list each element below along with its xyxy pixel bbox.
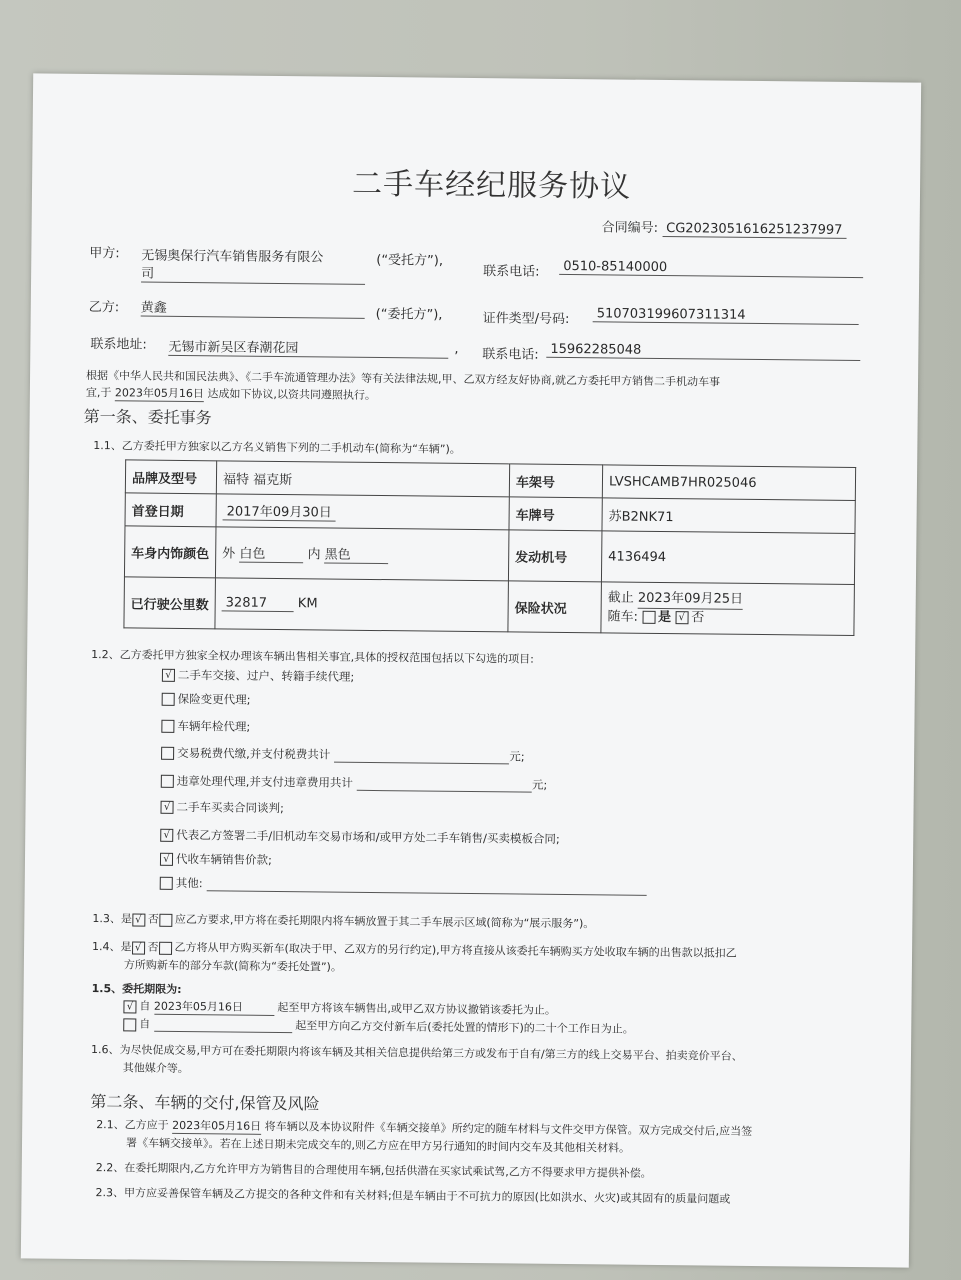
c14-no-label: 否 (147, 940, 159, 954)
c13-text: 应乙方要求,甲方将在委托期限内将车辆放置于其二手车展示区域(简称为“展示服务”)。 (174, 912, 595, 931)
party-a-phone-label: 联系电话: (483, 264, 540, 280)
brand-label: 品牌及型号 (125, 460, 216, 494)
int-prefix: 内 (307, 547, 321, 563)
party-b-id-label: 证件类型/号码: (482, 311, 570, 328)
ext-prefix: 外 (222, 546, 236, 562)
clause-1-6: 1.6、为尽快促成交易,甲方可在委托期限内将该车辆及其相关信息提供给第三方或发布于自有/第三方的线上交易平台、拍卖竞价平台、 (90, 1043, 743, 1063)
c21-text-a: 2.1、乙方应于 (96, 1118, 169, 1132)
ins-date: 2023年09月25日 (638, 589, 743, 609)
party-b-name: 黄鑫 (141, 297, 365, 319)
address-comma: , (454, 341, 459, 357)
party-b-phone: 15962285048 (546, 342, 860, 361)
option-item (162, 691, 251, 708)
vehicle-table (123, 459, 856, 636)
clause-2-3: 2.3、甲方应妥善保管车辆及乙方提交的各种文件和有关材料;但是车辆由于不可抗力的原因(比如洪水、火灾)或其固有的质量问题或 (95, 1186, 731, 1206)
c14-no-checkbox[interactable] (159, 941, 172, 954)
term-b-text: 起至甲方向乙方交付新车后(委托处置的情形下)的二十个工作日为止。 (295, 1019, 634, 1036)
option-blank-field[interactable] (334, 748, 509, 765)
party-b-id: 510703199607311314 (593, 306, 859, 325)
option-blank-field[interactable] (357, 776, 532, 793)
c13-no-label: 否 (147, 912, 159, 926)
option-item (161, 745, 525, 765)
option-checkbox[interactable]: √ (160, 829, 173, 842)
option-checkbox[interactable] (162, 693, 175, 706)
document-title: 二手车经纪服务协议 (351, 166, 632, 205)
party-a-label: 甲方: (89, 245, 120, 262)
contract-number (602, 216, 847, 239)
option-blank-field[interactable] (207, 876, 647, 896)
plate-label: 车牌号 (509, 497, 602, 531)
c13-yes-label: 1.3、是 (92, 912, 132, 926)
option-label: 交易税费代缴,并支付税费共计 (177, 745, 331, 762)
term-option-b (123, 1015, 634, 1036)
option-item (160, 799, 284, 816)
option-suffix: 元; (509, 749, 525, 764)
color-cell (215, 527, 509, 581)
option-checkbox[interactable] (161, 720, 174, 733)
preamble-date: 2023年05月16日 (114, 386, 204, 401)
insurance-label: 保险状况 (508, 581, 602, 633)
term-b-prefix: 自 (139, 1017, 151, 1031)
option-label: 其他: (175, 875, 203, 891)
option-item (160, 875, 647, 896)
clause-1-4-cont: 方所购新车的部分车款(简称为“委托处置”)。 (123, 958, 342, 974)
option-item (162, 667, 355, 685)
km-cell (215, 578, 509, 632)
reg-date-value: 2017年09月30日 (223, 500, 336, 521)
option-suffix: 元; (531, 777, 548, 792)
clause-1-3 (92, 910, 594, 931)
ins-no-label: 否 (691, 609, 705, 625)
option-label: 二手车买卖合同谈判; (176, 799, 284, 816)
contract-no-value: CG2023051616251237997 (662, 221, 846, 239)
option-checkbox[interactable]: √ (160, 853, 173, 866)
term-a-checkbox[interactable]: √ (123, 1000, 136, 1013)
option-label: 二手车交接、过户、转籍手续代理; (177, 667, 355, 684)
option-label: 代表乙方签署二手/旧机动车交易市场和/或甲方处二手车销售/买卖模板合同; (176, 827, 560, 846)
c14-text: 乙方将从甲方购买新车(取决于甲、乙双方的另行约定),甲方将直接从该委托车辆购买方处收取车辆的出售款以抵扣乙 (174, 940, 737, 960)
clause-1-1: 1.1、乙方委托甲方独家以乙方名义销售下列的二手机动车(简称为“车辆”)。 (93, 439, 461, 456)
term-a-date: 2023年05月16日 (154, 998, 274, 1016)
ext-color: 白色 (239, 543, 303, 564)
c21-text-b: 将车辆以及本协议附件《车辆交接单》所约定的随车材料与文件交甲方保管。双方完成交付后,应当签 (264, 1119, 753, 1138)
preamble-line1: 根据《中华人民共和国民法典》、《二手车流通管理办法》等有关法律法规,甲、乙双方经友好协商,就乙方委托甲方销售二手机动车事 (86, 368, 721, 389)
km-unit: KM (297, 596, 318, 612)
party-b-label: 乙方: (88, 299, 120, 316)
party-a-name-line1: 无锡奥保行汽车销售服务有限公 (141, 248, 324, 266)
ins-yes-label: 是 (658, 609, 672, 625)
option-label: 保险变更代理; (177, 691, 251, 707)
address-label: 联系地址: (90, 336, 147, 353)
clause-2-1-cont: 署《车辆交接单》。若在上述日期未完成交车的,则乙方应在甲方另行通知的时间内交车及其他相关材料。 (125, 1136, 631, 1155)
term-a-prefix: 自 (139, 999, 151, 1013)
option-checkbox[interactable]: √ (162, 669, 175, 682)
c13-yes-checkbox[interactable]: √ (132, 913, 145, 926)
option-label: 车辆年检代理; (177, 718, 251, 734)
option-checkbox[interactable]: √ (160, 801, 173, 814)
brand-value: 福特 福克斯 (216, 461, 509, 497)
clause-1-5: 1.5、委托期限为: (91, 982, 182, 996)
contract-document (21, 73, 921, 1267)
preamble-line2 (86, 384, 376, 404)
option-checkbox[interactable] (160, 877, 173, 890)
km-label: 已行驶公里数 (124, 577, 216, 629)
party-a-name-line2: 司 (141, 263, 365, 285)
section-2-heading: 第二条、车辆的交付,保管及风险 (90, 1092, 320, 1114)
plate-value: 苏B2NK71 (602, 498, 855, 534)
term-b-date-blank (154, 1018, 292, 1033)
table-row (124, 526, 854, 585)
vin-value: LVSHCAMB7HR025046 (602, 465, 855, 501)
option-item (161, 718, 250, 735)
party-b-phone-label: 联系电话: (482, 347, 539, 363)
reg-date-label: 首登日期 (125, 493, 216, 527)
vin-label: 车架号 (509, 464, 602, 498)
term-b-checkbox[interactable] (123, 1018, 136, 1031)
party-b-role: (“委托方”), (375, 306, 443, 323)
clause-2-2: 2.2、在委托期限内,乙方允许甲方为销售目的合理使用车辆,包括供潜在买家试乘试驾,乙方不得要求甲方提供补偿。 (95, 1161, 652, 1180)
c21-date: 2023年05月16日 (172, 1118, 262, 1133)
reg-date-cell (216, 494, 509, 530)
color-label: 车身内饰颜色 (124, 526, 216, 578)
section-1-heading: 第一条、委托事务 (83, 406, 212, 428)
party-a-phone: 0510-85140000 (559, 259, 863, 278)
c14-yes-label: 1.4、是 (92, 940, 132, 954)
option-checkbox[interactable] (161, 775, 174, 788)
engine-value: 4136494 (601, 531, 855, 585)
clause-1-6-cont: 其他媒介等。 (122, 1061, 189, 1076)
party-a-role: (“受托方”), (376, 252, 444, 269)
option-label: 代收车辆销售价款; (175, 851, 272, 867)
option-item (161, 773, 548, 793)
term-a-text: 起至甲方将该车辆售出,或甲乙双方协议撤销该委托为止。 (277, 1000, 557, 1017)
clause-1-2: 1.2、乙方委托甲方独家全权办理该车辆出售相关事宜,具体的授权范围包括以下勾选的项目: (91, 648, 534, 666)
c13-no-checkbox[interactable] (159, 913, 172, 926)
ins-prefix: 截止 (607, 589, 634, 606)
ins-yes-checkbox[interactable] (642, 610, 655, 623)
option-checkbox[interactable] (161, 747, 174, 760)
option-item (160, 827, 560, 847)
insurance-cell (601, 582, 855, 636)
table-row (124, 577, 854, 636)
option-label: 违章处理代理,并支付违章费用共计 (176, 773, 354, 790)
km-value: 32817 (222, 595, 294, 612)
option-item (160, 851, 272, 868)
c14-yes-checkbox[interactable]: √ (132, 941, 145, 954)
ins-no-checkbox[interactable]: √ (675, 611, 688, 624)
address-value: 无锡市新吴区春潮花园 (168, 336, 448, 359)
preamble-text-b: 达成如下协议,以资共同遵照执行。 (207, 387, 376, 402)
int-color: 黑色 (325, 543, 389, 564)
contract-no-label: 合同编号: (601, 220, 659, 236)
engine-label: 发动机号 (508, 530, 602, 582)
preamble-text-a: 宜,于 (85, 385, 112, 400)
ins-with: 随车: (607, 608, 639, 625)
